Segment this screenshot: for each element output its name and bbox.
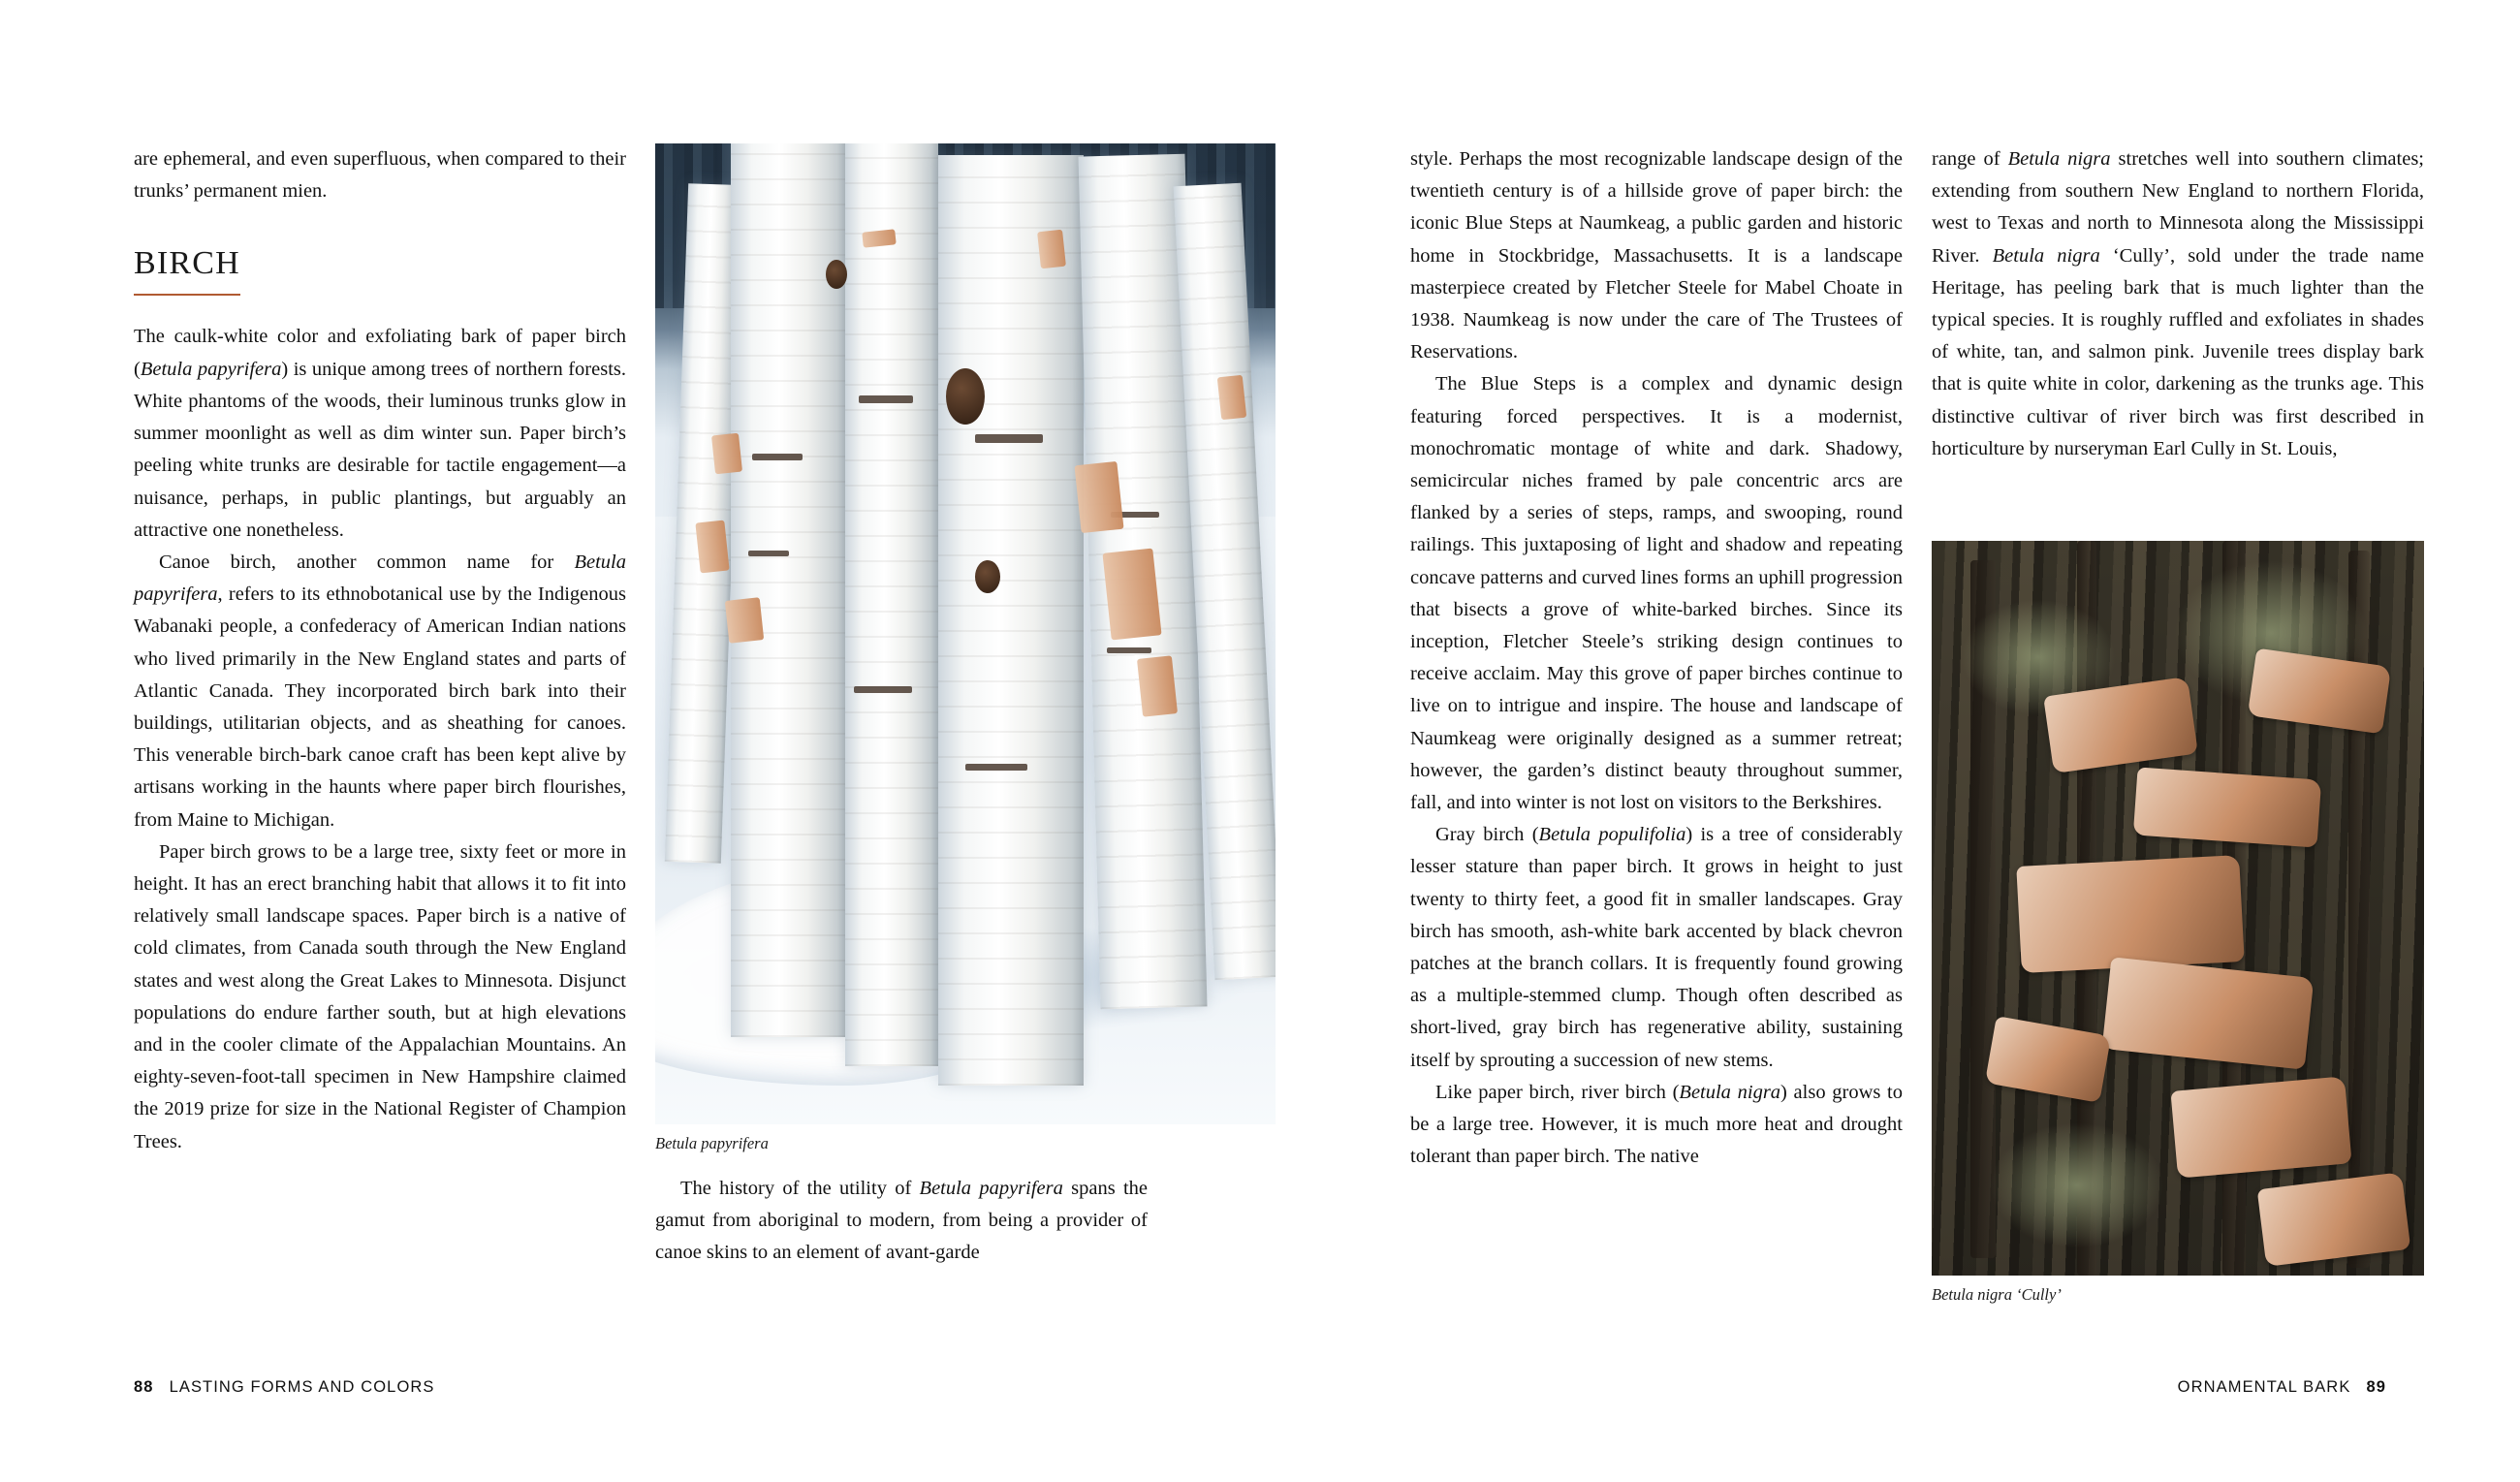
photo-paper-birch-trunks	[655, 143, 1276, 1124]
exfoliating-bark-flake	[2133, 767, 2321, 847]
winter-birch-scene-art	[655, 143, 1276, 1124]
body-paragraph: Paper birch grows to be a large tree, sixty feet or more in height. It has an erect branching habit that allows it to fit into relatively small landscape spaces. Paper birch is a native of cold climates, from Canada south through the New England states and west along the Great Lakes to Minnesota. Disjunct populations do endure farther south, but at high elevations and in the cooler climate of the Appalachian Mountains. An eighty-seven-foot-tall specimen in New Hampshire claimed the 2019 prize for size in the National Register of Champion Trees.	[134, 840, 626, 1152]
section-heading-birch: BIRCH	[134, 236, 240, 296]
folio-left	[134, 1378, 435, 1397]
peeling-bark-curl	[711, 433, 742, 475]
peeling-bark-curl	[695, 520, 729, 574]
figure-caption: Betula nigra ‘Cully’	[1932, 1285, 2062, 1304]
figure-river-birch-bark	[1932, 541, 2424, 1305]
body-paragraph: range of Betula nigra stretches well into southern climates; extending from southern New England to northern Florida, west to Texas and north to Minnesota along the Mississippi River. Betula nigra ‘Cully’, sold under the trade name Heritage, has peeling bark that is much lighter than the typical species. It is roughly ruffled and exfoliates in shades of white, tan, and salmon pink. Juvenile trees display bark that is quite white in color, darkening as the trunks age. This distinctive cultivar of river birch was first described in horticulture by nurseryman Earl Cully in St. Louis,	[1932, 148, 2424, 459]
lichen-patch	[1990, 1122, 2164, 1248]
bark-knot	[826, 260, 847, 289]
left-page-column-2	[655, 1173, 1148, 1270]
bark-knot	[946, 368, 985, 425]
body-paragraph: style. Perhaps the most recognizable landscape design of the twentieth century is of a hillside grove of paper birch: the iconic Blue Steps at Naumkeag, a public garden and historic home in Stockbridge, Massachusetts. It is a landscape masterpiece created by Fletcher Steele for Mabel Choate in 1938. Naumkeag is now under the care of The Trustees of Reservations.	[1410, 148, 1903, 363]
bark-texture-art	[1932, 541, 2424, 1276]
peeling-bark-curl	[1074, 461, 1123, 533]
body-paragraph: The history of the utility of Betula papyrifera spans the gamut from aboriginal to modern, from being a provider of canoe skins to an element of avant-garde	[655, 1178, 1148, 1264]
photo-river-birch-bark	[1932, 541, 2424, 1276]
exfoliating-bark-flake	[2170, 1076, 2351, 1178]
bark-lenticel	[975, 434, 1043, 443]
bark-lenticel	[752, 454, 803, 460]
running-head-label: ORNAMENTAL BARK	[2177, 1378, 2351, 1396]
exfoliating-bark-flake	[2102, 957, 2315, 1069]
running-head-label: LASTING FORMS AND COLORS	[169, 1378, 435, 1396]
peeling-bark-curl	[1102, 549, 1161, 641]
exfoliating-bark-flake	[2016, 855, 2244, 973]
body-paragraph: Like paper birch, river birch (Betula nigra) also grows to be a large tree. However, it is much more heat and drought tolerant than paper birch. The native	[1410, 1081, 1904, 1168]
page-number: 88	[134, 1378, 154, 1396]
folio-right	[2178, 1378, 2386, 1397]
bark-lenticel	[859, 395, 913, 403]
peeling-bark-curl	[725, 597, 764, 644]
continued-paragraph: are ephemeral, and even superfluous, when compared to their trunks’ permanent mien.	[134, 148, 626, 203]
figure-paper-birch	[655, 143, 1276, 1153]
page-number: 89	[2366, 1378, 2386, 1396]
birch-trunk	[845, 143, 938, 1066]
body-paragraph: The caulk-white color and exfoliating bark of paper birch (Betula papyrifera) is unique among trees of northern forests. White phantoms of the woods, their luminous trunks glow in summer moonlight as well as dim winter sun. Paper birch’s peeling white trunks are desirable for tactile engagement—a nuisance, perhaps, in public plantings, but arguably an attractive one nonetheless.	[134, 326, 626, 541]
peeling-bark-curl	[1217, 375, 1246, 420]
peeling-bark-curl	[1037, 230, 1066, 269]
right-page-column-1	[1410, 143, 1903, 1174]
body-paragraph: Gray birch (Betula populifolia) is a tree of considerably lesser stature than paper birch. It grows in height to just twenty to thirty feet, a good fit in smaller landscapes. Gray birch has smooth, ash-white bark accented by black chevron patches at the branch collars. It is frequently found growing as a multiple-stemmed clump. Though often described as short-lived, gray birch has regenerative ability, sustaining itself by sprouting a succession of new stems.	[1410, 824, 1903, 1071]
figure-caption: Betula papyrifera	[655, 1134, 769, 1152]
birch-trunk	[938, 155, 1084, 1086]
right-page-column-2	[1932, 143, 2424, 465]
bark-lenticel	[748, 551, 789, 556]
exfoliating-bark-flake	[2257, 1172, 2411, 1267]
bark-lenticel	[1107, 647, 1151, 653]
peeling-bark-curl	[1137, 655, 1178, 716]
bark-knot	[975, 560, 1000, 593]
bark-lenticel	[965, 764, 1027, 771]
bark-lenticel	[854, 686, 912, 693]
body-paragraph: Canoe birch, another common name for Betula papyrifera, refers to its ethnobotanical use by the Indigenous Wabanaki people, a confederacy of American Indian nations who lived primarily in the New England states and parts of Atlantic Canada. They incorporated birch bark into their buildings, utilitarian objects, and as sheathing for canoes. This venerable birch-bark canoe craft has been kept alive by artisans working in the haunts where paper birch flourishes, from Maine to Michigan.	[134, 551, 626, 831]
left-page-column-1	[134, 143, 626, 1158]
body-paragraph: The Blue Steps is a complex and dynamic design featuring forced perspectives. It is a modernist, monochromatic montage of white and dark. Shadowy, semicircular niches framed by pale concentric arcs are flanked by a series of steps, ramps, and swooping, round railings. This juxtaposing of light and shadow and repeating concave patterns and curved lines forms an uphill progression that bisects a grove of white-barked birches. Since its inception, Fletcher Steele’s striking design continues to receive acclaim. May this grove of paper birches continue to live on to intrigue and inspire. The house and landscape of Naumkeag were originally designed as a summer retreat; however, the garden’s distinct beauty throughout summer, fall, and into winter is not lost on visitors to the Berkshires.	[1410, 373, 1903, 814]
